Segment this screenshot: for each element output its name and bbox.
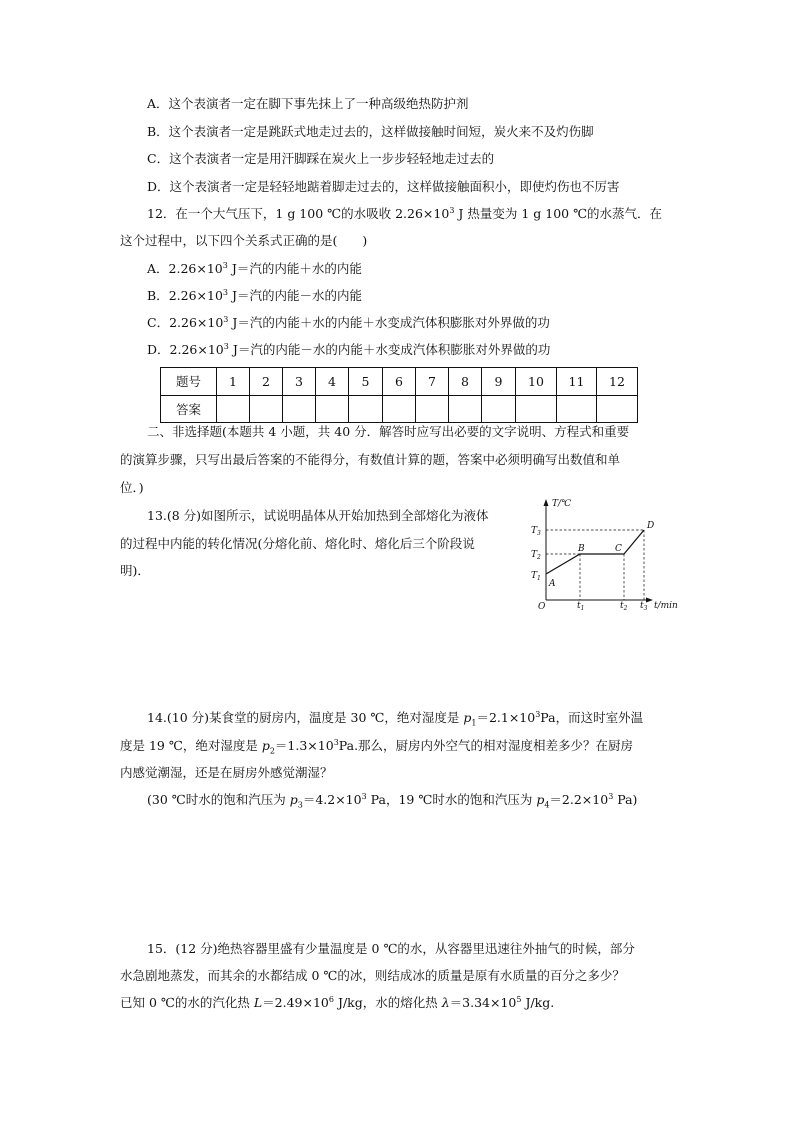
table-question-number: 4 — [316, 368, 349, 396]
table-question-number: 3 — [283, 368, 316, 396]
q12-stem-line1: 12．在一个大气压下，1 g 100 ℃的水吸收 $2.26\times 10^3$ J 热量变为 1 g 100 ℃的水蒸气．在 — [147, 205, 663, 221]
q11-option-c: C．这个表演者一定是用汗脚踩在炭火上一步步轻轻地走过去的 — [147, 151, 495, 166]
answer-cell[interactable] — [449, 395, 482, 423]
y-axis-label: T/℃ — [552, 499, 572, 509]
answer-cell[interactable] — [416, 395, 449, 423]
heating-curve-graph — [528, 496, 688, 614]
q14-line2: 度是 19 ℃，绝对湿度是 $p_2=1.3\times 10^3Pa$.那么，厨房内外空气的相对湿度相差多少？在厨房 — [120, 737, 634, 756]
answer-table-answer-row — [161, 395, 638, 423]
point-b-label: B — [578, 544, 585, 554]
table-question-number: 12 — [597, 368, 638, 396]
q11-option-d: D．这个表演者一定是轻轻地踮着脚走过去的，这样做接触面积小，即使灼伤也不厉害 — [147, 179, 620, 194]
q12-stem-line2: 这个过程中，以下四个关系式正确的是( ) — [120, 233, 368, 248]
table-question-number: 8 — [449, 368, 482, 396]
q11-option-a: A．这个表演者一定在脚下事先抹上了一种高级绝热防护剂 — [147, 96, 469, 111]
section2-line3: 位．) — [120, 480, 144, 495]
q13-line3: 明)． — [120, 563, 150, 578]
q12-option-a: A．$2.26\times 10^3$ J＝汽的内能＋水的内能 — [147, 260, 362, 276]
table-question-number: 10 — [516, 368, 557, 396]
time3-label: $t_3$ — [640, 601, 648, 612]
q14-line3: 内感觉潮湿，还是在厨房外感觉潮湿？ — [120, 765, 333, 780]
time1-label: $t_1$ — [577, 601, 585, 612]
section2-line2: 的演算步骤，只写出最后答案的不能得分，有数值计算的题，答案中必须明确写出数值和单 — [120, 452, 621, 467]
y-axis-arrow-icon — [544, 499, 549, 506]
point-d-label: D — [647, 521, 655, 531]
q14-line1: 14.(10 分)某食堂的厨房内，温度是 30 ℃，绝对湿度是 $p_1=2.1\times 10^3Pa$，而这时室外温 — [147, 709, 644, 728]
answer-cell[interactable] — [516, 395, 557, 423]
q12-option-b: B．$2.26\times 10^3$ J＝汽的内能－水的内能 — [147, 287, 362, 303]
q15-line2: 水急剧地蒸发，而其余的水都结成 0 ℃的冰，则结成冰的质量是原有水质量的百分之多少？ — [120, 968, 625, 983]
q12-option-c: C．$2.26\times 10^3$ J＝汽的内能＋水的内能＋水变成汽体积膨胀对外界做的功 — [147, 314, 550, 330]
origin-label: O — [538, 602, 546, 612]
table-question-number: 1 — [217, 368, 250, 396]
q11-option-b: B．这个表演者一定是跳跃式地走过去的，这样做接触时间短，炭火来不及灼伤脚 — [147, 124, 594, 139]
table-question-number: 5 — [349, 368, 383, 396]
q13-line1: 13.(8 分)如图所示，试说明晶体从开始加热到全部熔化为液体 — [147, 508, 489, 523]
answer-table — [160, 367, 638, 423]
q13-line2: 的过程中内能的转化情况(分熔化前、熔化时、熔化后三个阶段说 — [120, 536, 475, 551]
answer-cell[interactable] — [316, 395, 349, 423]
answer-cell[interactable] — [349, 395, 383, 423]
table-header-question-no: 题号 — [161, 368, 217, 396]
answer-table-number-row — [161, 368, 638, 396]
section2-line1: 二、非选择题(本题共 4 小题，共 40 分．解答时应写出必要的文字说明、方程式和重要 — [147, 424, 630, 439]
answer-cell[interactable] — [383, 395, 416, 423]
answer-cell[interactable] — [597, 395, 638, 423]
answer-cell[interactable] — [557, 395, 597, 423]
t2-label: $T_2$ — [531, 550, 541, 561]
q15-line1: 15．(12 分)绝热容器里盛有少量温度是 0 ℃的水，从容器里迅速往外抽气的时候，部分 — [147, 941, 635, 956]
heating-curve — [546, 530, 644, 574]
table-question-number: 7 — [416, 368, 449, 396]
table-question-number: 2 — [250, 368, 283, 396]
point-c-label: C — [615, 544, 622, 554]
x-axis-arrow-icon — [646, 598, 653, 603]
table-question-number: 9 — [482, 368, 516, 396]
q15-line3: 已知 0 ℃的水的汽化热 $L=2.49\times 10^6$ J/kg，水的熔化热 $\lambda=3.34\times 10^5$ J/kg. — [120, 994, 555, 1010]
answer-cell[interactable] — [283, 395, 316, 423]
point-a-label: A — [549, 579, 556, 589]
answer-cell[interactable] — [250, 395, 283, 423]
answer-cell[interactable] — [217, 395, 250, 423]
x-axis-label: t/min — [654, 601, 678, 611]
q12-option-d: D．$2.26\times 10^3$ J＝汽的内能－水的内能＋水变成汽体积膨胀对外界做的功 — [147, 341, 551, 357]
t3-label: $T_3$ — [531, 526, 541, 537]
table-header-answer: 答案 — [161, 395, 217, 423]
time2-label: $t_2$ — [620, 601, 628, 612]
t1-label: $T_1$ — [531, 571, 541, 582]
answer-cell[interactable] — [482, 395, 516, 423]
table-question-number: 11 — [557, 368, 597, 396]
q14-line4: (30 ℃时水的饱和汽压为 $p_3=4.2\times 10^3$ Pa，19 ℃时水的饱和汽压为 $p_4=2.2\times 10^3$ Pa) — [147, 791, 638, 810]
table-question-number: 6 — [383, 368, 416, 396]
